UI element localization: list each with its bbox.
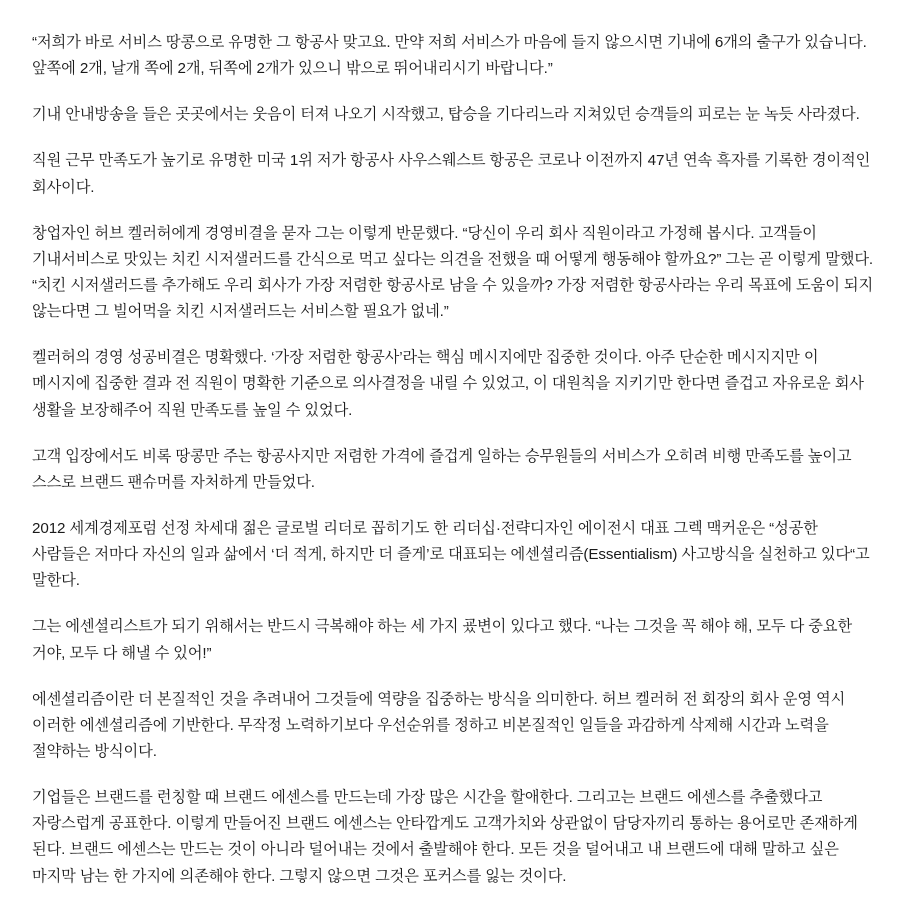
paragraph: “저희가 바로 서비스 땅콩으로 유명한 그 항공사 맞고요. 만약 저희 서비스가 마음에 들지 않으시면 기내에 6개의 출구가 있습니다. 앞쪽에 2개, 날개 쪽에 2개, 뒤쪽에 2개가 있으니 밖으로 뛰어내리시기 바랍니다.” [32, 34, 867, 78]
paragraph: 켈러허의 경영 성공비결은 명확했다. ‘가장 저렴한 항공사’라는 핵심 메시지에만 집중한 것이다. 아주 단순한 메시지지만 이 메시지에 집중한 결과 전 직원이 명확한 기준으로 의사결정을 내릴 수 있었고, 이 대원칙을 지키기만 한다면 즐겁고 자유로운 회사 생활을 보장해주어 직원 만족도를 높일 수 있었다. [32, 349, 864, 419]
paragraph: 그는 에센셜리스트가 되기 위해서는 반드시 극복해야 하는 세 가지 굤변이 있다고 했다. “나는 그것을 꼭 해야 해, 모두 다 중요한 거야, 모두 다 해낼 수 있어!” [32, 618, 853, 662]
paragraph: 에센셜리즘이란 더 본질적인 것을 추려내어 그것들에 역량을 집중하는 방식을 의미한다. 허브 켈러허 전 회장의 회사 운영 역시 이러한 에센셜리즘에 기반한다. 무작정 노력하기보다 우선순위를 정하고 비본질적인 일들을 과감하게 삭제해 시간과 노력을 절약하는 방식이다. [32, 690, 846, 760]
paragraph: 창업자인 허브 켈러허에게 경영비결을 묻자 그는 이렇게 반문했다. “당신이 우리 회사 직원이라고 가정해 봅시다. 고객들이 기내서비스로 맛있는 치킨 시저샐러드를 간식으로 먹고 싶다는 의견을 전했을 때 어떻게 행동해야 할까요?” 그는 곧 이렇게 말했다. “치킨 시저샐러드를 추가해도 우리 회사가 가장 저렴한 항공사로 남을 수 있을까? 가장 저렴한 항공사라는 우리 목표에 도움이 되지 않는다면 그 빌어먹을 치킨 시저샐러드는 서비스할 필요가 없네.” [32, 224, 874, 321]
paragraph: 기내 안내방송을 들은 곳곳에서는 웃음이 터져 나오기 시작했고, 탑승을 기다리느라 지쳐있던 승객들의 피로는 눈 녹듯 사라졌다. [32, 106, 860, 124]
paragraph: 기업들은 브랜드를 런칭할 때 브랜드 에센스를 만드는데 가장 많은 시간을 할애한다. 그리고는 브랜드 에센스를 추출했다고 자랑스럽게 공표한다. 이렇게 만들어진 브랜드 에센스는 안타깝게도 고객가치와 상관없이 담당자끼리 통하는 용어로만 존재하게 된다. 브랜드 에센스는 만드는 것이 아니라 덜어내는 것에서 출발해야 한다. 모든 것을 덜어내고 내 브랜드에 대해 말하고 싶은 마지막 남는 한 가지에 의존해야 한다. 그렇지 않으면 그것은 포커스를 잃는 것이다. [32, 789, 858, 885]
paragraph: 2012 세계경제포럼 선정 차세대 젊은 글로벌 리더로 꼽히기도 한 리더십·전략디자인 에이전시 대표 그렉 맥커운은 “성공한 사람들은 저마다 자신의 일과 삶에서 ‘더 적게, 하지만 더 즐게’로 대표되는 에센셜리즘(Essentialism) 사고방식을 실천하고 있다“고 말한다. [32, 519, 870, 590]
paragraph: 고객 입장에서도 비록 땅콩만 주는 항공사지만 저렴한 가격에 즐겁게 일하는 승무원들의 서비스가 오히려 비행 만족도를 높이고 스스로 브랜드 팬슈머를 자처하게 만들었다. [32, 447, 852, 491]
paragraph: 직원 근무 만족도가 높기로 유명한 미국 1위 저가 항공사 사우스웨스트 항공은 코로나 이전까지 47년 연속 흑자를 기록한 경이적인 회사이다. [32, 152, 871, 196]
